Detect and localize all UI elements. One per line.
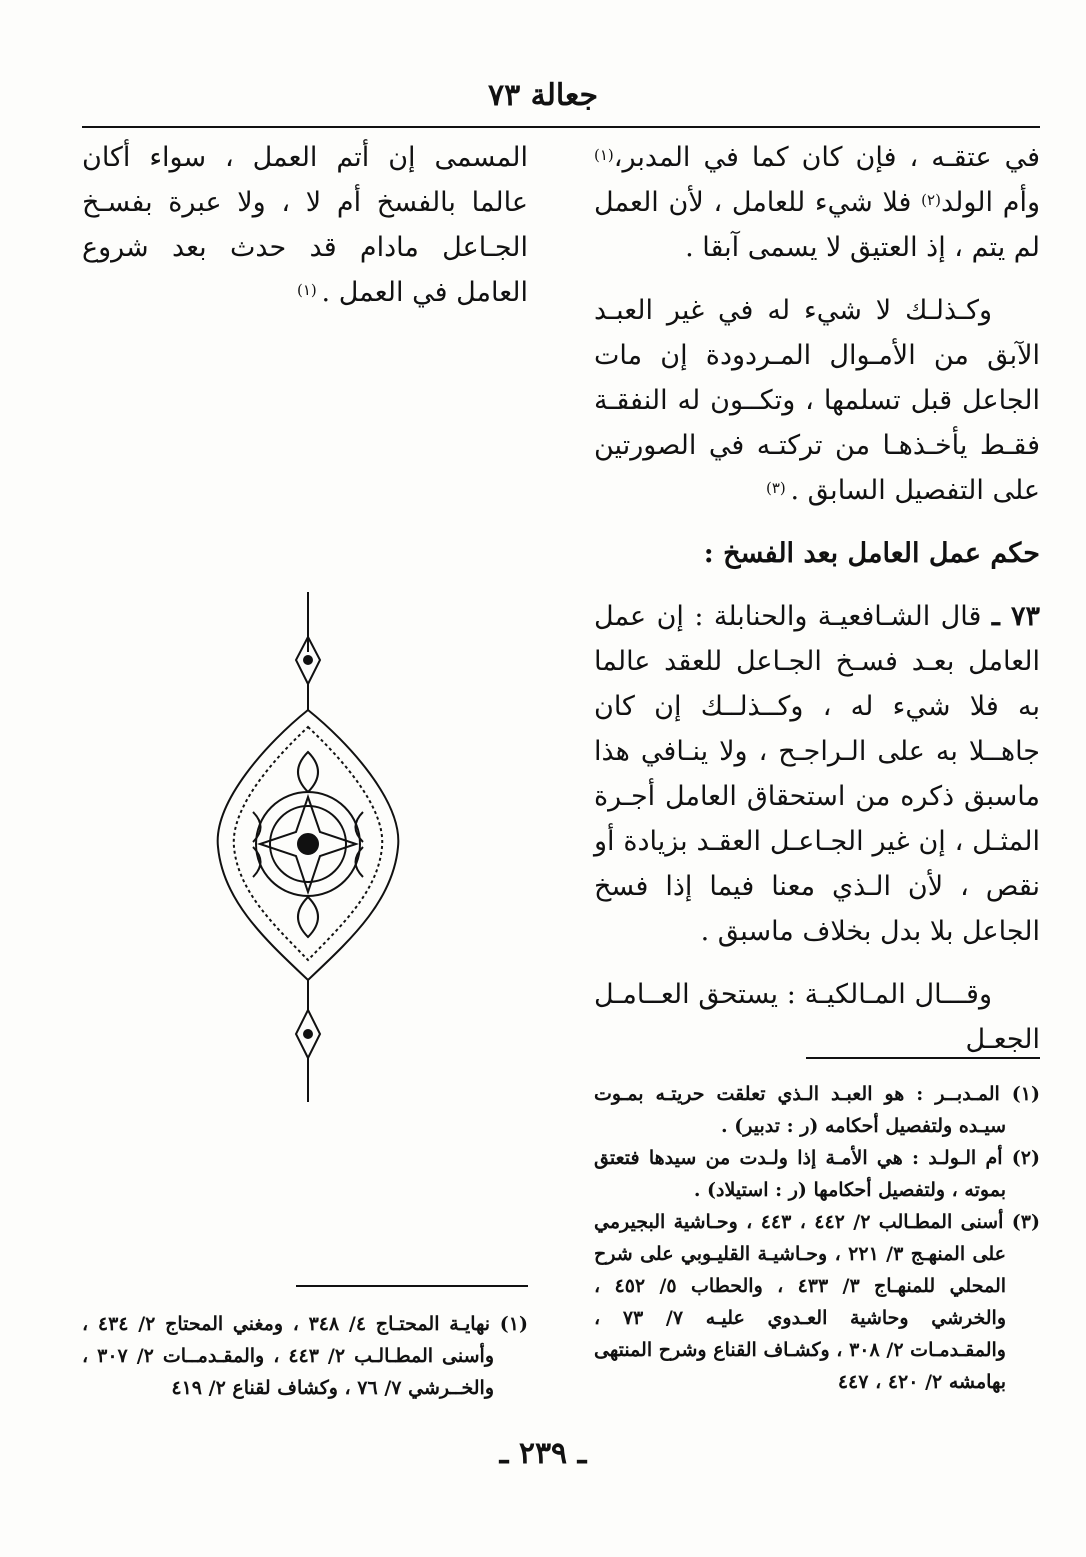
right-paragraph-4: وقـــال المـالكيـة : يستحق العــامـل الجعـل [594, 979, 1040, 1055]
footnote-left-1: (١) نهايـة المحتـاج ٤/ ٣٤٨ ، ومغني المحتاج ٢/ ٤٣٤ ، وأسنى المطـالـب ٢/ ٤٤٣ ، والمقـدمــات ٢/ ٣٠٧ ، والخــرشي ٧/ ٧٦ ، وكشاف لقناع ٢/ ٤١٩ [82, 1313, 529, 1399]
right-paragraph-1-text-a: في عتقـه ، فإن كان كما في المدبر، [613, 142, 1040, 173]
footnote-rule-right [806, 1057, 1040, 1059]
decorative-ornament-icon [208, 592, 408, 1102]
footnote-right-1: (١) المـدبــر : هو العبـد الـذي تعلقت حريتـه بمـوت سيـده ولتفصيل أحكامه (ر : تدبير) . [594, 1083, 1040, 1137]
right-paragraph-3 [594, 594, 1040, 954]
section-number: ٧٣ ـ [991, 601, 1040, 632]
section-heading: حكم عمل العامل بعد الفسخ : [703, 538, 1040, 569]
right-paragraph-1-text-c: فلا شيء للعامل ، لأن العمل لم يتم ، إذ العتيق لا يسمى آبقا . [594, 187, 1040, 263]
footnote-right-3: (٣) أسنى المطـالب ٢/ ٤٤٢ ، ٤٤٣ ، وحـاشية البجيرمي على المنهـج ٣/ ٢٢١ ، وحـاشيـة القليـوبي على شرح المحلي للمنهـاج ٣/ ٤٣٣ ، والحطاب ٥/ ٤٥٢ ، والخرشي وحاشية العـدوي عليـه ٧/ ٧٣ ، والمقـدمـات ٢/ ٣٠٨ ، وكشـاف القناع وشرح المنتهى بهامشه ٢/ ٤٢٠ ، ٤٤٧ [594, 1211, 1040, 1393]
right-paragraph-2-text: وكـذلـك لا شيء له في غير العبـد الآبق من الأمـوال المـردودة إن مات الجاعل قبل تسلمها ، وتكــون له النفقـة فقـط يأخـذهـا من تركتـه في الصورتين على التفصيل السابق . [594, 295, 1040, 506]
footnote-ref-2[interactable]: (٢) [921, 191, 941, 209]
page-number: ـ ٢٣٩ ـ [499, 1436, 587, 1471]
left-paragraph-1-text: المسمى إن أتم العمل ، سواء أكان عالما بالفسخ أم لا ، ولا عبرة بفسـخ الجـاعل مادام قد حدث بعد شروع العامل في العمل . [82, 142, 528, 308]
footnote-rule-left [296, 1285, 528, 1287]
right-paragraph-1 [594, 135, 1040, 270]
footnotes-left [82, 1308, 528, 1404]
right-column [594, 135, 1040, 1080]
footnotes-right [594, 1078, 1040, 1398]
footnote-ref-left-1[interactable]: (١) [297, 281, 322, 299]
header-rule [82, 126, 1040, 128]
right-paragraph-3-text: قال الشـافعيـة والحنابلة : إن عمل العامل بعـد فسـخ الجـاعل للعقد عالما به فلا شيء له ، وكــذلــك إن كان جاهــلا به على الـراجـح ، ولا ينـافي هذا ماسبق ذكره من استحقاق العامل أجـرة المثـل ، إن غير الجـاعـل العقـد بزيادة أو نقص ، لأن الـذي معنا فيما إذا فسخ الجاعل بلا بدل بخلاف ماسبق . [594, 601, 1040, 947]
left-column [82, 135, 528, 333]
footnote-ref-3[interactable]: (٣) [765, 479, 791, 497]
left-paragraph-1 [82, 135, 528, 315]
footnote-ref-1[interactable]: (١) [594, 146, 614, 164]
running-header: جعالة ٧٣ [487, 78, 599, 113]
right-paragraph-1-text-b: وأم الولد [940, 187, 1040, 218]
right-paragraph-2 [594, 288, 1040, 513]
footnote-right-2: (٢) أم الـولـد : هي الأمـة إذا ولـدت من سيدها فتعتق بموته ، ولتفصيل أحكامها (ر : استيلاد) . [594, 1147, 1040, 1201]
